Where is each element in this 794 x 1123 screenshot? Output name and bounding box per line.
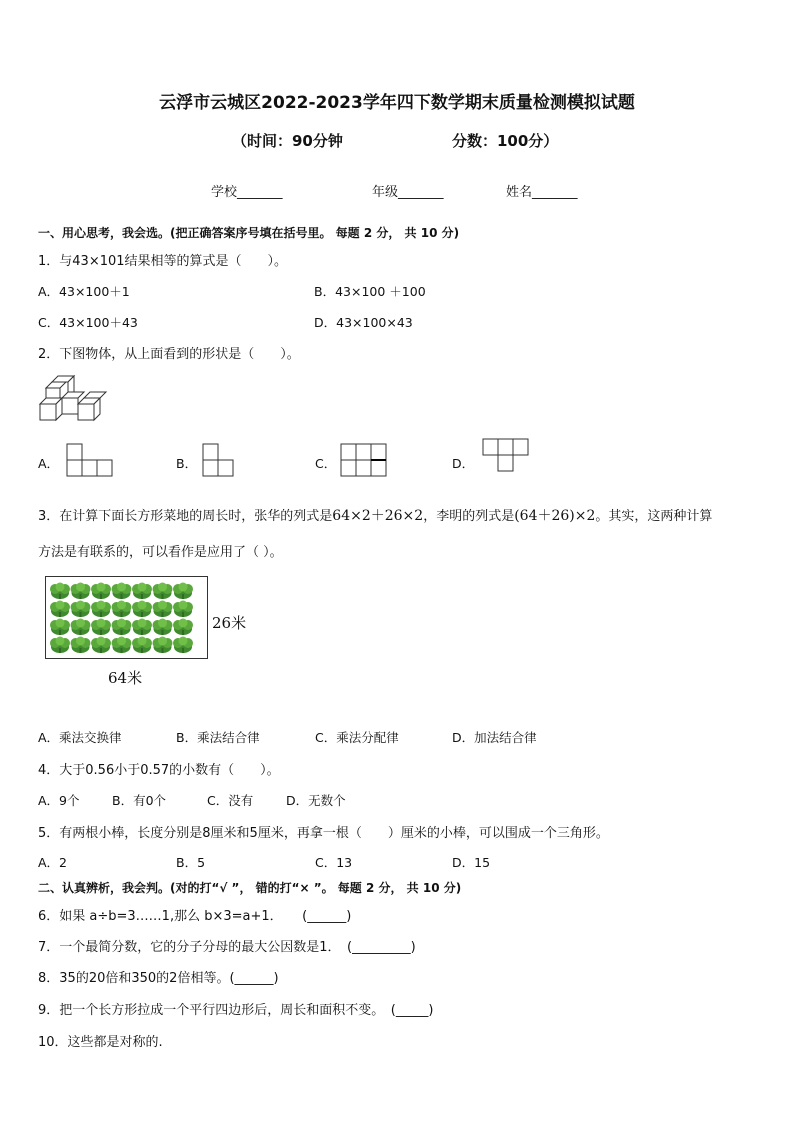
question-3-option-d: D．加法结合律: [452, 730, 537, 745]
question-2-option-c: C．: [315, 456, 337, 471]
cabbage-plant: [132, 619, 152, 636]
cabbage-plant: [173, 637, 193, 654]
exam-score: 分数：100分）: [452, 132, 559, 150]
question-3-stem-part2: ，李明的列式是: [423, 509, 515, 524]
question-1-stem: 1．与43×101结果相等的算式是（ ）。: [38, 254, 288, 269]
question-7: 7．一个最简分数，它的分子分母的最大公因数是1． (_________): [38, 940, 416, 955]
question-5-option-a: A．2: [38, 855, 68, 870]
question-1-option-b: B．43×100 ＋100: [314, 284, 426, 299]
cabbage-plant: [50, 601, 70, 618]
exam-time: （时间：90分钟: [232, 132, 343, 150]
cabbage-plant: [112, 601, 132, 618]
cabbage-plant: [112, 583, 132, 600]
cabbage-plant: [71, 601, 91, 618]
cabbage-plant: [153, 601, 173, 618]
question-8: 8．35的20倍和350的2倍相等。(______): [38, 971, 279, 986]
question-3-stem-part3: 。其实，这两种计算: [595, 509, 713, 524]
question-5-option-d: D．15: [452, 855, 491, 870]
cabbage-plant: [71, 637, 91, 654]
cabbage-plant: [173, 619, 193, 636]
section-1-heading: 一、用心思考，我会选。(把正确答案序号填在括号里。 每题 2 分， 共 10 分): [38, 226, 460, 240]
cabbage-plant: [153, 637, 173, 654]
question-3-option-a: A．乘法交换律: [38, 730, 122, 745]
question-2-option-a: A．: [38, 456, 60, 471]
cabbage-plant: [153, 583, 173, 600]
shape-b-icon: [202, 443, 236, 477]
question-1-option-d: D．43×100×43: [314, 315, 413, 330]
question-5-option-c: C．13: [315, 855, 353, 870]
question-3-option-b: B．乘法结合律: [176, 730, 260, 745]
cabbage-plant: [153, 619, 173, 636]
question-1-option-a: A．43×100＋1: [38, 284, 130, 299]
cabbage-plant: [71, 583, 91, 600]
question-3-stem-line2: 方法是有联系的，可以看作是应用了（ ）。: [38, 545, 283, 560]
question-10: 10．这些都是对称的.: [38, 1035, 163, 1050]
question-2-option-d: D．: [452, 456, 475, 471]
question-2-option-b: B．: [176, 456, 198, 471]
question-1-option-c: C．43×100＋43: [38, 315, 138, 330]
cabbage-plant: [50, 637, 70, 654]
question-6: 6．如果 a÷b=3……1,那么 b×3=a+1． (______): [38, 909, 352, 924]
school-field: 学校_______: [211, 185, 283, 200]
question-3-formula-liming: (64＋26)×2: [514, 508, 596, 524]
cabbage-plant: [132, 583, 152, 600]
cabbage-plant: [173, 583, 193, 600]
question-4-option-d: D．无数个: [286, 793, 346, 808]
question-9: 9．把一个长方形拉成一个平行四边形后，周长和面积不变。 (_____): [38, 1003, 434, 1018]
question-3-formula-zhanghua: 64×2＋26×2: [332, 508, 424, 524]
question-3-option-c: C．乘法分配律: [315, 730, 399, 745]
name-field: 姓名_______: [506, 185, 578, 200]
shape-a-icon: [66, 443, 114, 477]
question-3-stem-part1: 3．在计算下面长方形菜地的周长时，张华的列式是: [38, 509, 333, 524]
cabbage-plant: [50, 619, 70, 636]
question-3-stem: [38, 505, 712, 525]
section-2-heading: 二、认真辨析，我会判。(对的打“√ ”， 错的打“× ”。 每题 2 分， 共 10 分): [38, 881, 462, 895]
grade-field: 年级_______: [372, 185, 444, 200]
cabbage-plant: [91, 637, 111, 654]
cabbage-plant: [132, 601, 152, 618]
cube-stack-figure: [38, 372, 110, 424]
vegetable-garden-figure: [45, 576, 208, 660]
shape-c-icon: [340, 443, 390, 477]
question-5-option-b: B．5: [176, 855, 206, 870]
cabbage-plant: [71, 619, 91, 636]
cabbage-plant: [132, 637, 152, 654]
cabbage-plant: [91, 583, 111, 600]
question-4-option-b: B．有0个: [112, 793, 167, 808]
exam-title: 云浮市云城区2022-2023学年四下数学期末质量检测模拟试题: [159, 93, 635, 113]
shape-d-icon: [482, 438, 532, 472]
question-2-stem: 2．下图物体，从上面看到的形状是（ ）。: [38, 347, 300, 362]
cabbage-plant: [112, 619, 132, 636]
cabbage-plant: [112, 637, 132, 654]
question-4-option-a: A．9个: [38, 793, 80, 808]
cabbage-plant: [91, 601, 111, 618]
cabbage-plant: [173, 601, 193, 618]
question-4-option-c: C．没有: [207, 793, 254, 808]
garden-length-label: 64米: [108, 669, 143, 687]
cabbage-plant: [50, 583, 70, 600]
question-4-stem: 4．大于0.56小于0.57的小数有（ ）。: [38, 763, 280, 778]
cabbage-plant: [91, 619, 111, 636]
question-5-stem: 5．有两根小棒，长度分别是8厘米和5厘米，再拿一根（ ）厘米的小棒，可以围成一个三角形。: [38, 826, 609, 841]
garden-width-label: 26米: [212, 614, 247, 632]
